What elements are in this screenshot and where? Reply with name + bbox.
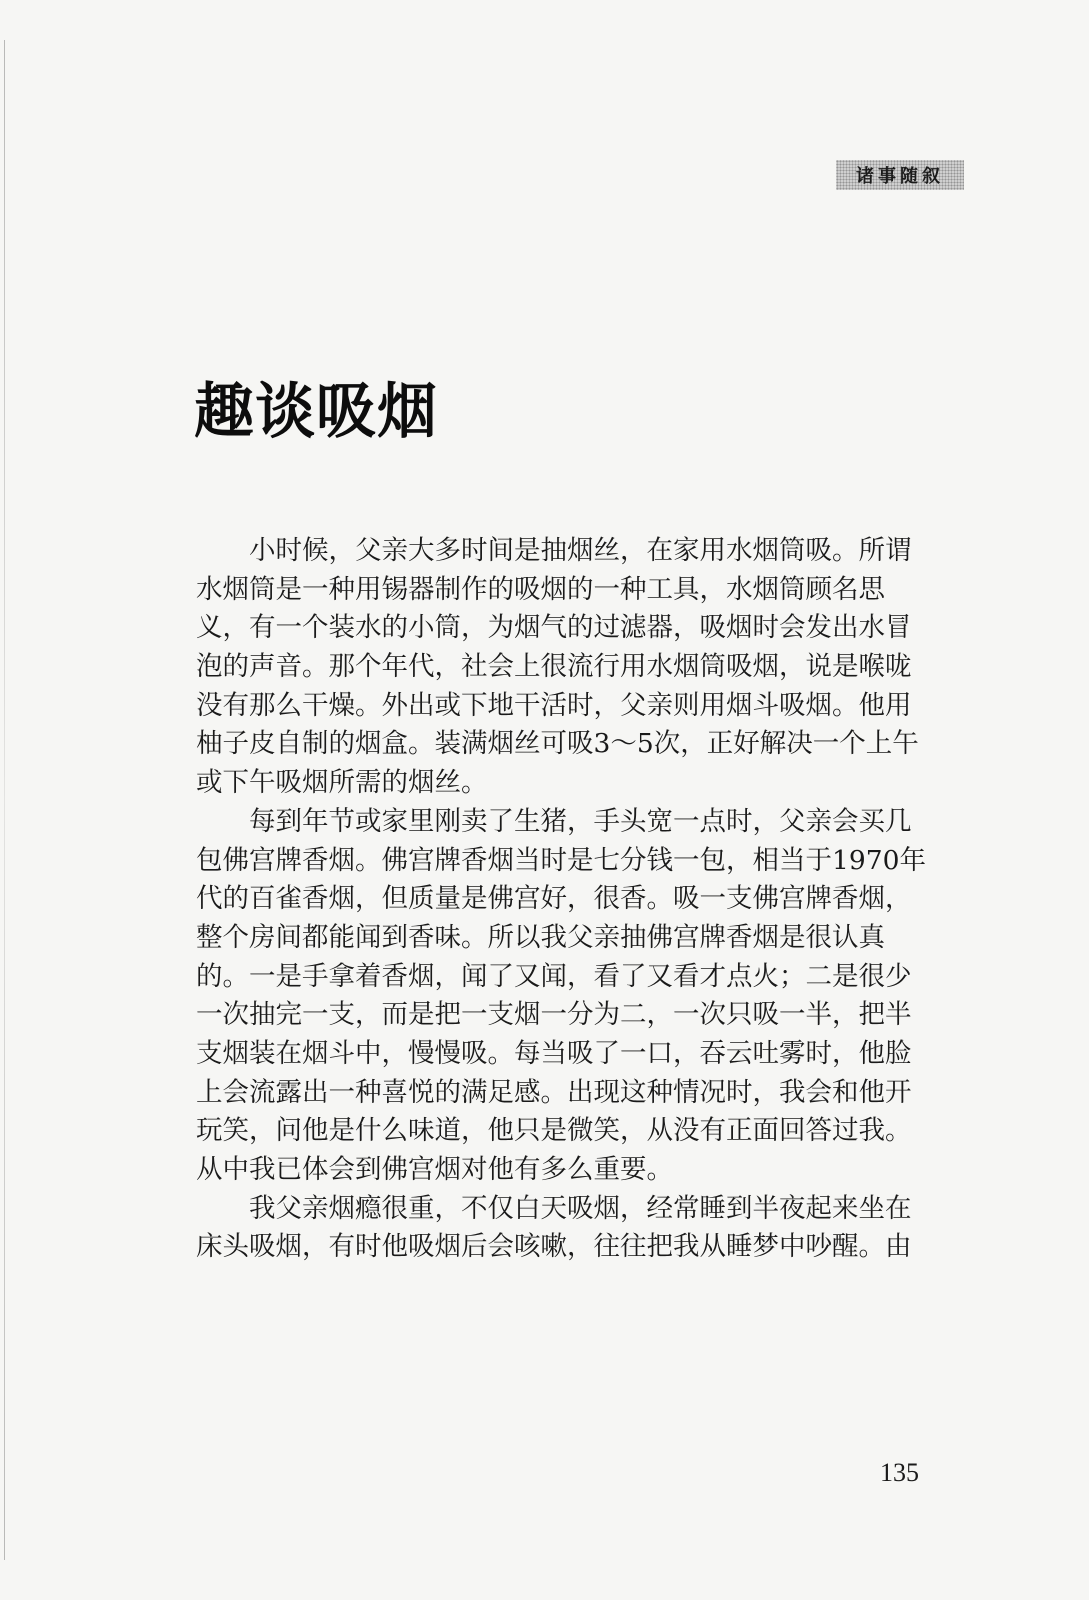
page-number: 135: [880, 1458, 919, 1487]
scan-edge-line: [4, 40, 5, 1560]
paragraph: [196, 803, 948, 1190]
text-line: 包佛宫牌香烟。佛宫牌香烟当时是七分钱一包，相当于1970年: [196, 844, 926, 876]
text-line: 义，有一个装水的小筒，为烟气的过滤器，吸烟时会发出水冒: [196, 612, 912, 644]
text-line: 柚子皮自制的烟盒。装满烟丝可吸3～5次，正好解决一个上午: [196, 728, 919, 760]
paragraph: [196, 532, 948, 803]
article-title: 趣谈吸烟: [194, 377, 438, 448]
text-line: 床头吸烟，有时他吸烟后会咳嗽，往往把我从睡梦中吵醒。由: [196, 1231, 912, 1263]
text-line: 或下午吸烟所需的烟丝。: [196, 767, 488, 799]
text-line: 一次抽完一支，而是把一支烟一分为二，一次只吸一半，把半: [196, 999, 912, 1031]
text-line: 支烟装在烟斗中，慢慢吸。每当吸了一口，吞云吐雾时，他脸: [196, 1037, 912, 1069]
text-line: 从中我已体会到佛宫烟对他有多么重要。: [196, 1154, 673, 1185]
text-line: 水烟筒是一种用锡器制作的吸烟的一种工具，水烟筒顾名思: [196, 573, 885, 605]
text-line: 整个房间都能闻到香味。所以我父亲抽佛宫牌香烟是很认真: [196, 921, 885, 953]
text-line: 上会流露出一种喜悦的满足感。出现这种情况时，我会和他开: [196, 1076, 912, 1108]
text-line: 没有那么干燥。外出或下地干活时，父亲则用烟斗吸烟。他用: [196, 689, 912, 721]
text-line: 泡的声音。那个年代，社会上很流行用水烟筒吸烟，说是喉咙: [196, 651, 912, 683]
section-tag: 诸事随叙: [836, 160, 964, 190]
text-line: 小时候，父亲大多时间是抽烟丝，在家用水烟筒吸。所谓: [249, 535, 912, 566]
article-body: [196, 532, 948, 1267]
paragraph: [196, 1190, 948, 1267]
text-line: 每到年节或家里刚卖了生猪，手头宽一点时，父亲会买几: [249, 805, 912, 837]
text-line: 我父亲烟瘾很重，不仅白天吸烟，经常睡到半夜起来坐在: [249, 1192, 912, 1224]
text-line: 玩笑，问他是什么味道，他只是微笑，从没有正面回答过我。: [196, 1115, 912, 1147]
text-line: 代的百雀香烟，但质量是佛宫好，很香。吸一支佛宫牌香烟，: [196, 883, 912, 915]
text-line: 的。一是手拿着香烟，闻了又闻，看了又看才点火；二是很少: [196, 960, 912, 992]
